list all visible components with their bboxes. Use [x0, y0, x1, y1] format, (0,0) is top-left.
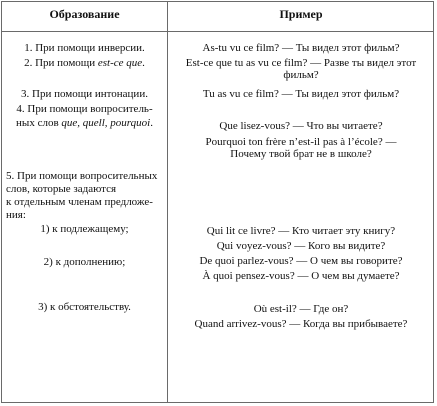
example-ou: Où est-il? — Где он? — [253, 303, 349, 315]
method-members-line3: к отдельным членам предложе- — [6, 196, 153, 208]
method-members-line1: 5. При помощи вопросительных — [6, 170, 158, 182]
header-formation: Образование — [49, 7, 120, 21]
example-intonation: Tu as vu ce film? — Ты видел этот фильм? — [202, 88, 400, 100]
example-inversion: As-tu vu ce film? — Ты видел этот фильм? — [202, 42, 400, 54]
example-pourquoi-line2: Почему твой брат не в школе? — [230, 148, 372, 160]
example-subject: Qui lit ce livre? — Кто читает эту книгу? — [206, 225, 396, 237]
example-a-quoi: À quoi pensez-vous? — О чем вы думаете? — [202, 270, 400, 282]
method-intonation: 3. При помощи интонации. — [21, 88, 148, 100]
method-question-words-line2: ных слов que, quell, pourquoi. — [16, 117, 153, 129]
sub-circumstance: 3) к обстоятельству. — [38, 301, 131, 313]
sub-subject: 1) к подлежащему; — [40, 223, 129, 235]
example-pourquoi-line1: Pourquoi ton frère n’est-il pas à l’école? — — [205, 136, 397, 148]
method-members-line4: ния: — [6, 209, 26, 221]
method-inversion: 1. При помощи инверсии. — [24, 42, 145, 54]
example-que: Que lisez-vous? — Что вы читаете? — [219, 120, 383, 132]
example-de-quoi: De quoi parlez-vous? — О чем вы говорите? — [199, 255, 403, 267]
example-est-ce-que-line1: Est-ce que tu as vu ce film? — Разве ты видел этот — [185, 57, 417, 69]
example-quand: Quand arrivez-vous? — Когда вы прибываете? — [194, 318, 408, 330]
method-est-ce-que: 2. При помощи est-ce que. — [24, 57, 145, 69]
header-example: Пример — [279, 7, 323, 21]
sub-object: 2) к дополнению; — [43, 256, 126, 268]
header-divider — [1, 31, 434, 32]
example-est-ce-que-line2: фильм? — [283, 69, 319, 81]
example-qui-voyez: Qui voyez-vous? — Кого вы видите? — [216, 240, 386, 252]
method-members-line2: слов, которые задаются — [6, 183, 117, 195]
method-question-words-line1: 4. При помощи вопроситель- — [16, 103, 153, 115]
